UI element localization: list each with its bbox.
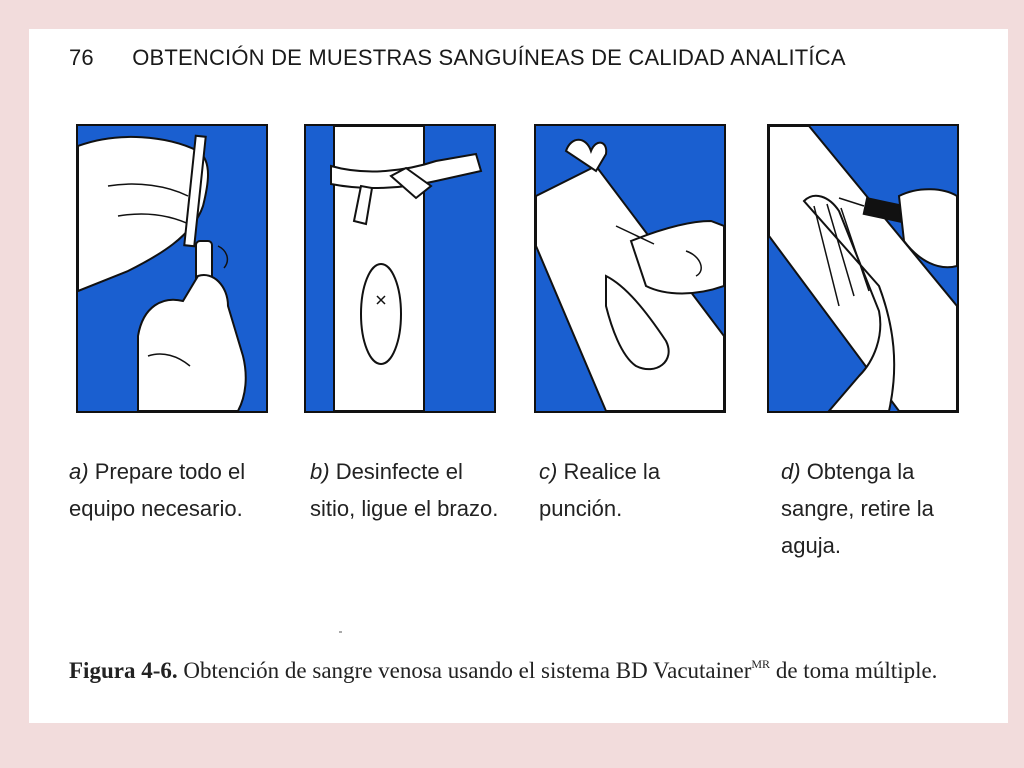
figure-text-after: de toma múltiple. — [775, 658, 938, 683]
step-c-line-2: punción. — [539, 496, 623, 521]
step-c-line-1: Realice la — [563, 459, 661, 484]
illustration-panel-c — [534, 124, 726, 413]
step-b-line-2: sitio, ligue el brazo. — [310, 496, 499, 521]
caption-step-b — [310, 453, 498, 527]
print-speck — [339, 631, 342, 633]
step-letter-a: a) — [69, 459, 89, 484]
puncture-illustration — [536, 126, 724, 411]
figure-superscript: MR — [751, 657, 771, 671]
figure-label: Figura 4-6. — [69, 658, 178, 683]
step-letter-d: d) — [781, 459, 801, 484]
page-number: 76 — [69, 45, 94, 70]
running-header — [69, 45, 846, 71]
caption-step-c — [539, 453, 660, 527]
illustration-panel-a — [76, 124, 268, 413]
caption-step-a — [69, 453, 245, 527]
book-page — [29, 29, 1008, 723]
disinfect-site-illustration — [306, 126, 494, 411]
step-d-line-1: Obtenga la — [806, 459, 915, 484]
illustration-panel-d — [767, 124, 959, 413]
figure-caption — [69, 657, 937, 684]
prepare-equipment-illustration — [78, 126, 266, 411]
step-a-line-2: equipo necesario. — [69, 496, 243, 521]
step-letter-c: c) — [539, 459, 558, 484]
caption-step-d — [781, 453, 934, 564]
step-d-line-3: aguja. — [781, 533, 841, 558]
step-a-line-1: Prepare todo el — [94, 459, 246, 484]
step-b-line-1: Desinfecte el — [335, 459, 463, 484]
illustration-panel-b — [304, 124, 496, 413]
remove-needle-illustration — [769, 126, 957, 411]
figure-text: Obtención de sangre venosa usando el sistema BD Vacutainer — [183, 658, 752, 683]
step-d-line-2: sangre, retire la — [781, 496, 934, 521]
running-head-title: OBTENCIÓN DE MUESTRAS SANGUÍNEAS DE CALIDAD ANALITÍCA — [132, 45, 846, 70]
step-letter-b: b) — [310, 459, 330, 484]
